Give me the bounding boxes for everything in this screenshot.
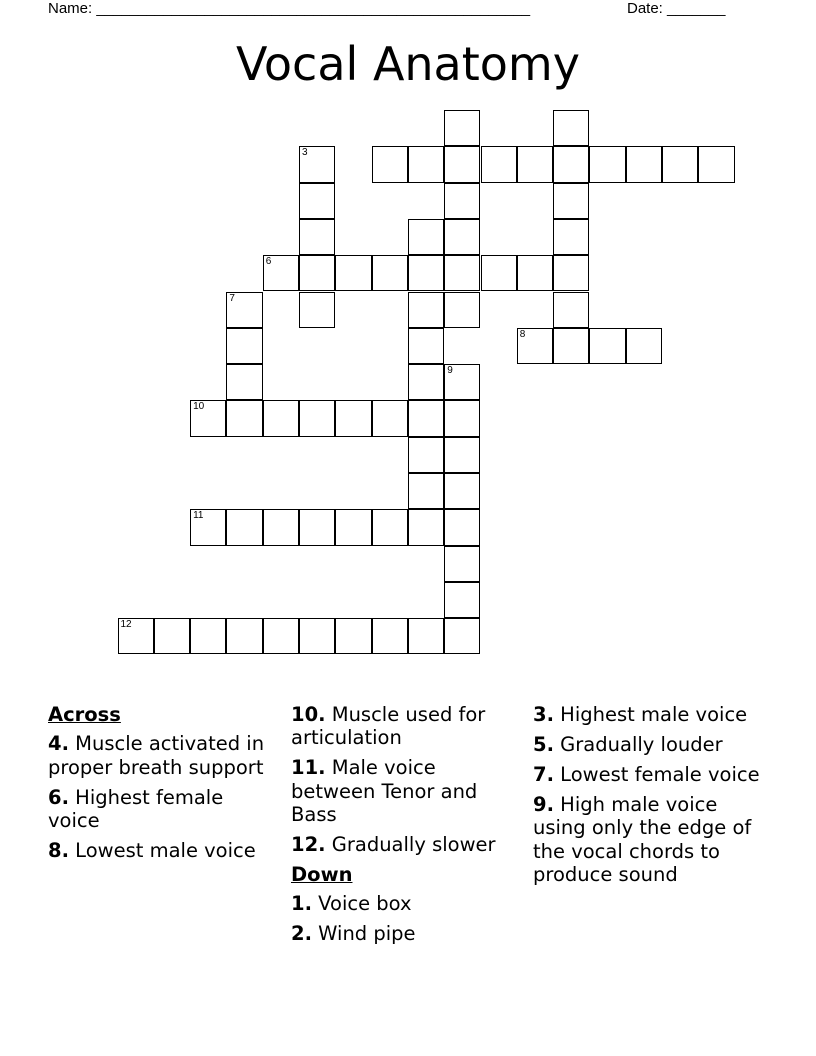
clue-number: 1. <box>291 892 312 916</box>
grid-cell[interactable] <box>372 146 408 182</box>
clue-text: Lowest female voice <box>553 762 760 786</box>
clue-text: Highest male voice <box>553 703 748 726</box>
grid-cell[interactable] <box>154 618 190 654</box>
clue-text: Highest female voice <box>48 785 224 833</box>
grid-cell[interactable] <box>335 618 371 654</box>
clue-across-8 <box>48 839 280 862</box>
grid-cell[interactable] <box>299 618 335 654</box>
clue-column-3 <box>533 703 765 893</box>
grid-cell[interactable] <box>444 183 480 219</box>
grid-cell[interactable] <box>444 110 480 146</box>
grid-cell[interactable] <box>444 219 480 255</box>
date-field-label: Date: _______ <box>627 0 726 17</box>
grid-cell[interactable] <box>408 509 444 545</box>
grid-cell[interactable] <box>226 509 262 545</box>
grid-cell[interactable] <box>553 328 589 364</box>
grid-cell[interactable] <box>263 400 299 436</box>
clue-number: 8. <box>48 839 69 863</box>
header-line <box>48 0 748 20</box>
clue-across-10 <box>291 703 523 750</box>
cell-number: 9 <box>447 365 453 377</box>
grid-cell[interactable] <box>408 146 444 182</box>
grid-cell[interactable] <box>118 618 154 654</box>
clue-across-11 <box>291 756 523 826</box>
cell-number: 12 <box>120 619 132 631</box>
grid-cell[interactable] <box>408 292 444 328</box>
grid-cell[interactable] <box>444 437 480 473</box>
grid-cell[interactable] <box>299 509 335 545</box>
across-heading: Across <box>48 703 121 726</box>
grid-cell[interactable] <box>444 255 480 291</box>
grid-cell[interactable] <box>517 328 553 364</box>
grid-cell[interactable] <box>226 618 262 654</box>
clue-text: Lowest male voice <box>68 839 256 863</box>
clue-down-3 <box>533 703 765 726</box>
clue-number: 9. <box>533 792 554 816</box>
grid-cell[interactable] <box>226 364 262 400</box>
grid-cell[interactable] <box>444 473 480 509</box>
clue-number: 3. <box>533 703 554 726</box>
clue-down-1 <box>291 892 523 915</box>
grid-cell[interactable] <box>408 328 444 364</box>
clue-down-2 <box>291 922 523 945</box>
grid-cell[interactable] <box>589 146 625 182</box>
grid-cell[interactable] <box>481 255 517 291</box>
cell-number: 7 <box>229 292 235 304</box>
clue-number: 4. <box>48 732 69 756</box>
clue-column-2 <box>291 703 523 952</box>
clue-text: Wind pipe <box>311 922 416 946</box>
cell-number: 6 <box>265 256 272 268</box>
clue-text: Muscle activated in proper breath support <box>48 732 265 779</box>
grid-cell[interactable] <box>553 292 589 328</box>
clue-across-12 <box>291 833 523 856</box>
page-title: Vocal Anatomy <box>236 37 580 91</box>
grid-cell[interactable] <box>626 146 662 182</box>
grid-cell[interactable] <box>626 328 662 364</box>
grid-cell[interactable] <box>698 146 734 182</box>
grid-cell[interactable] <box>444 618 480 654</box>
grid-cell[interactable] <box>408 437 444 473</box>
clue-down-7 <box>533 763 765 786</box>
grid-cell[interactable] <box>190 509 226 545</box>
grid-cell[interactable] <box>263 618 299 654</box>
grid-cell[interactable] <box>408 618 444 654</box>
grid-cell[interactable] <box>299 400 335 436</box>
clue-text: Muscle used for articulation <box>291 703 486 750</box>
grid-cell[interactable] <box>553 183 589 219</box>
grid-cell[interactable] <box>263 255 299 291</box>
clue-across-6 <box>48 786 280 833</box>
clue-column-1 <box>48 703 280 869</box>
grid-cell[interactable] <box>553 146 589 182</box>
grid-cell[interactable] <box>408 400 444 436</box>
clue-number: 2. <box>291 922 312 946</box>
clue-number: 10. <box>291 703 326 726</box>
clue-down-5 <box>533 733 765 756</box>
grid-cell[interactable] <box>408 255 444 291</box>
grid-cell[interactable] <box>335 509 371 545</box>
grid-cell[interactable] <box>589 328 625 364</box>
grid-cell[interactable] <box>372 400 408 436</box>
grid-cell[interactable] <box>444 582 480 618</box>
clue-number: 6. <box>48 785 69 809</box>
grid-cell[interactable] <box>517 255 553 291</box>
grid-cell[interactable] <box>299 292 335 328</box>
grid-cell[interactable] <box>553 110 589 146</box>
grid-cell[interactable] <box>372 255 408 291</box>
grid-cell[interactable] <box>299 183 335 219</box>
grid-cell[interactable] <box>444 400 480 436</box>
grid-cell[interactable] <box>444 509 480 545</box>
grid-cell[interactable] <box>662 146 698 182</box>
down-heading: Down <box>291 862 353 886</box>
grid-cell[interactable] <box>299 219 335 255</box>
grid-cell[interactable] <box>335 255 371 291</box>
cell-number: 8 <box>519 328 526 340</box>
clue-number: 5. <box>533 732 554 756</box>
clue-text: Male voice between Tenor and Bass <box>291 756 478 827</box>
clue-across-4 <box>48 732 280 779</box>
grid-cell[interactable] <box>299 146 335 182</box>
grid-cell[interactable] <box>299 255 335 291</box>
grid-cell[interactable] <box>444 546 480 582</box>
grid-cell[interactable] <box>335 400 371 436</box>
grid-cell[interactable] <box>553 255 589 291</box>
clue-text: High male voice using only the edge of the vocal chords to produce sound <box>533 792 752 886</box>
cell-number: 10 <box>193 401 205 413</box>
grid-cell[interactable] <box>408 473 444 509</box>
grid-cell[interactable] <box>408 364 444 400</box>
clue-text: Voice box <box>311 892 412 916</box>
clue-number: 12. <box>291 833 326 857</box>
grid-cell[interactable] <box>226 328 262 364</box>
grid-cell[interactable] <box>372 618 408 654</box>
grid-cell[interactable] <box>372 509 408 545</box>
name-field-label: Name: ____________________________________________________ <box>48 0 531 17</box>
clue-number: 11. <box>291 756 326 780</box>
cell-number: 3 <box>302 147 308 159</box>
grid-cell[interactable] <box>263 509 299 545</box>
grid-cell[interactable] <box>481 146 517 182</box>
grid-cell[interactable] <box>444 146 480 182</box>
grid-cell[interactable] <box>553 219 589 255</box>
cell-number: 11 <box>193 510 204 522</box>
clue-down-9 <box>533 793 765 887</box>
clue-text: Gradually louder <box>553 732 723 756</box>
grid-cell[interactable] <box>226 400 262 436</box>
grid-cell[interactable] <box>517 146 553 182</box>
grid-cell[interactable] <box>444 292 480 328</box>
grid-cell[interactable] <box>444 364 480 400</box>
grid-cell[interactable] <box>226 292 262 328</box>
grid-cell[interactable] <box>190 400 226 436</box>
grid-cell[interactable] <box>190 618 226 654</box>
clue-number: 7. <box>533 762 554 786</box>
clue-text: Gradually slower <box>325 833 496 857</box>
grid-cell[interactable] <box>408 219 444 255</box>
